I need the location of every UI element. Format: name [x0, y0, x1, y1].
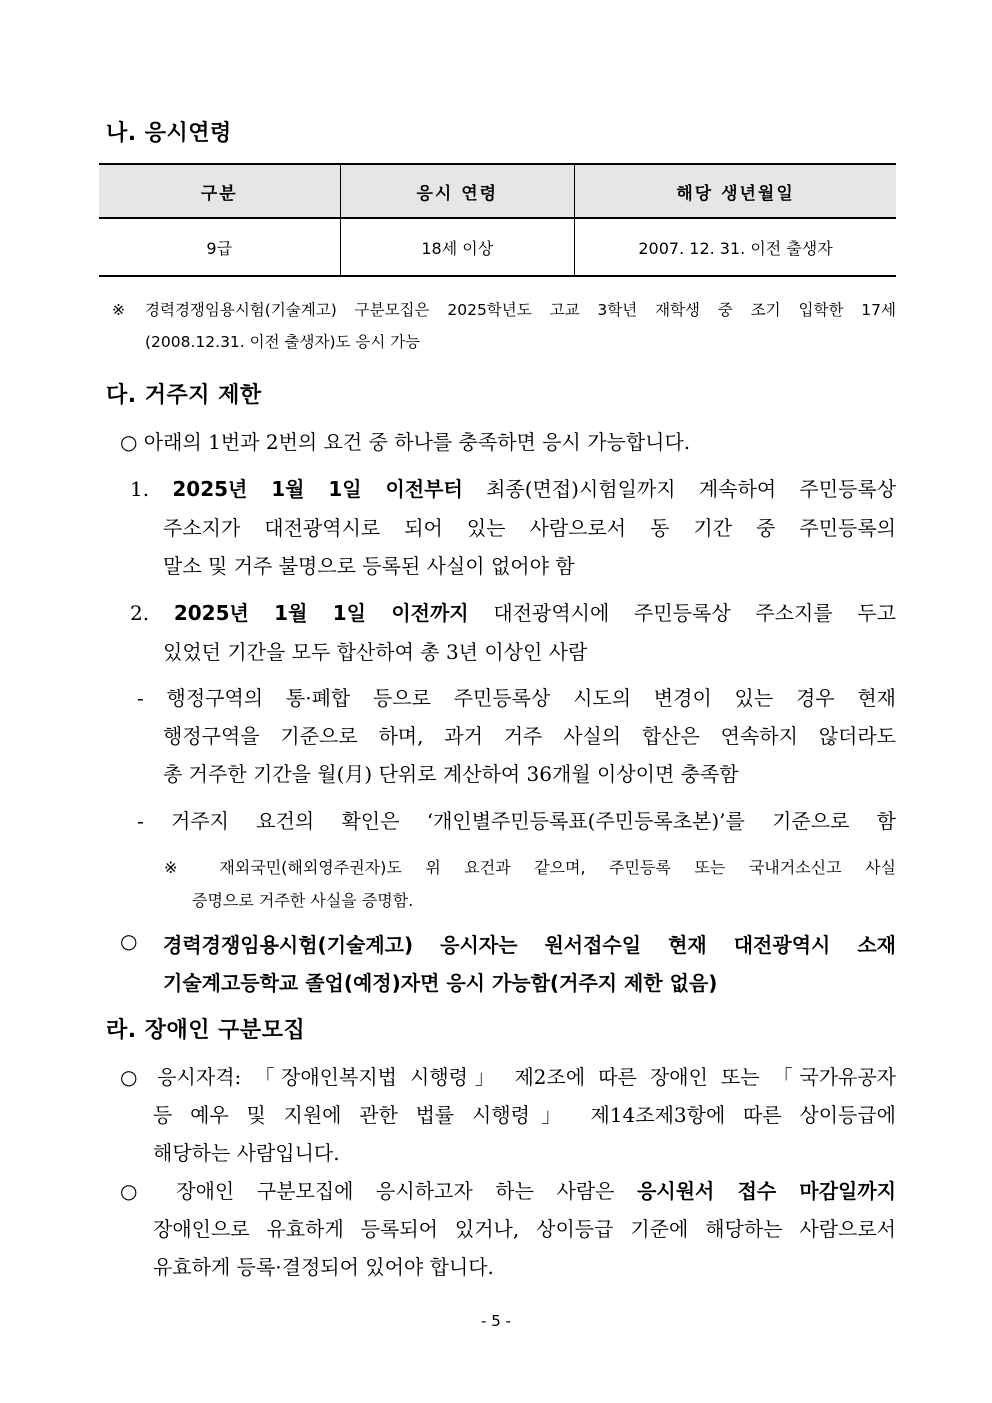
- dash-line: 행정구역을 기준으로 하며, 과거 거주 사실의 합산은 연속하지 않더라도: [163, 724, 896, 748]
- age-note-mark: ※: [112, 301, 125, 319]
- table-header-cell: 해당 생년월일: [575, 164, 896, 218]
- disabled-registration: 장애인으로 유효하게 등록되어 있거나, 상이등급 기준에 해당하는 사람으로서: [153, 1217, 896, 1241]
- table-header-cell: 응시 연령: [340, 164, 575, 218]
- residence-note: 증명으로 거주한 사실을 증명함.: [192, 891, 414, 910]
- disabled-qualification: 등 예우 및 지원에 관한 법률 시행령」 제14조제3항에 따른 상이등급에: [153, 1103, 896, 1127]
- table-cell: 18세 이상: [340, 218, 575, 276]
- section-title-residence: 다. 거주지 제한: [106, 383, 262, 408]
- item-number: 2.: [130, 601, 150, 625]
- item-text-line: 주소지가 대전광역시로 되어 있는 사람으로서 동 기간 중 주민등록의: [163, 516, 896, 540]
- residence-item-1: [130, 473, 896, 502]
- section-title-age: 나. 응시연령: [106, 121, 232, 146]
- circle-bullet: ○: [120, 929, 138, 953]
- table-cell: 9급: [99, 218, 340, 276]
- dash-line: - 거주지 요건의 확인은 ‘개인별주민등록표(주민등록초본)’를 기준으로 함: [137, 809, 896, 833]
- item-text: 대전광역시에 주민등록상 주소지를 두고: [493, 601, 897, 625]
- disabled-qualification: 해당하는 사람입니다.: [153, 1141, 340, 1165]
- section-title-disabled: 라. 장애인 구분모집: [106, 1018, 306, 1043]
- item-text: 최종(면접)시험일까지 계속하여 주민등록상: [486, 477, 897, 501]
- paragraph-text: ○ 장애인 구분모집에 응시하고자 하는 사람은: [120, 1179, 615, 1203]
- tech-school-line: 기술계고등학교 졸업(예정)자면 응시 가능함(거주지 제한 없음): [163, 971, 718, 995]
- tech-school-line: 경력경쟁임용시험(기술계고) 응시자는 원서접수일 현재 대전광역시 소재: [163, 933, 896, 957]
- item-bold-date: 2025년 1월 1일 이전까지: [173, 601, 469, 625]
- table-row: [99, 218, 896, 276]
- table-header-cell: 구분: [99, 164, 340, 218]
- dash-line: 총 거주한 기간을 월(月) 단위로 계산하여 36개월 이상이면 충족함: [163, 762, 739, 786]
- residence-note: ※ 재외국민(해외영주권자)도 위 요건과 같으며, 주민등록 또는 국내거소신고 사실: [164, 858, 896, 877]
- age-note-line: 경력경쟁임용시험(기술계고) 구분모집은 2025학년도 고교 3학년 재학생 중 조기 입학한 17세: [145, 301, 896, 319]
- paragraph-bold: 응시원서 접수 마감일까지: [637, 1179, 897, 1203]
- disabled-registration: 유효하게 등록·결정되어 있어야 합니다.: [153, 1255, 494, 1279]
- age-table: [99, 163, 896, 277]
- item-text-line: 있었던 기간을 모두 합산하여 총 3년 이상인 사람: [163, 640, 588, 664]
- disabled-qualification: ○ 응시자격: 「장애인복지법 시행령」 제2조에 따른 장애인 또는 「국가유공자: [120, 1065, 896, 1089]
- residence-item-2: [130, 597, 896, 626]
- item-text-line: 말소 및 거주 불명으로 등록된 사실이 없어야 함: [163, 554, 575, 578]
- table-cell: 2007. 12. 31. 이전 출생자: [575, 218, 896, 276]
- page-number: - 5 -: [481, 1312, 511, 1330]
- item-number: 1.: [130, 477, 150, 501]
- table-header-row: [99, 164, 896, 218]
- residence-intro: ○ 아래의 1번과 2번의 요건 중 하나를 충족하면 응시 가능합니다.: [120, 430, 691, 454]
- item-bold-date: 2025년 1월 1일 이전부터: [172, 477, 463, 501]
- age-note-line: (2008.12.31. 이전 출생자)도 응시 가능: [145, 333, 421, 351]
- dash-line: - 행정구역의 통·폐합 등으로 주민등록상 시도의 변경이 있는 경우 현재: [137, 686, 896, 710]
- disabled-registration: [120, 1175, 896, 1204]
